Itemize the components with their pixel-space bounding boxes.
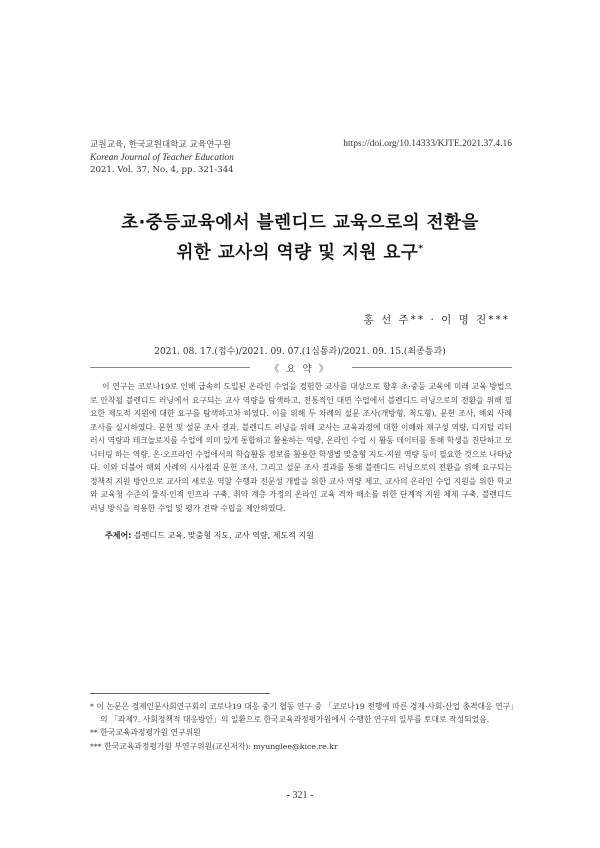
paper-title — [60, 210, 540, 266]
abstract-rule-right — [352, 367, 512, 368]
title-footnote-mark: * — [418, 244, 424, 254]
title-line-2-text: 위한 교사의 역량 및 지원 요구 — [176, 242, 419, 263]
footnote-author-1: ** 한국교육과정평가원 연구위원 — [90, 728, 201, 738]
title-line-2 — [60, 236, 540, 266]
footnote-author-2: *** 한국교육과정평가원 부연구위원(교신저자): myunglee@kice.re.kr — [90, 741, 338, 751]
authors: 홍 선 주** · 이 명 진*** — [363, 314, 510, 326]
journal-name-en: Korean Journal of Teacher Education — [90, 152, 234, 163]
page-number: - 321 - — [286, 790, 314, 801]
keywords — [105, 530, 515, 541]
doi-link[interactable]: https://doi.org/10.14333/KJTE.2021.37.4.16 — [343, 139, 512, 149]
volume-line: 2021. Vol. 37, No. 4, pp. 321-344 — [90, 165, 234, 175]
abstract-heading: 《 요 약 》 — [269, 364, 331, 375]
submission-dates: 2021. 08. 17.(접수)/2021. 09. 07.(1심통과)/2021. 09. 15.(최종통과) — [154, 347, 446, 357]
publisher-line: 교원교육, 한국교원대학교 교육연구원 — [90, 140, 232, 150]
footnote-funding: * 이 논문은 경제인문사회연구회의 코로나19 대응 중기 협동 연구 중 「코로나19 전행에 따른 경제·사회·산업 충격대응 연구」의 「과제7. 사회정책적 대응방안」의 일환으로 한국교육과정평가원에서 수행한 연구의 일부를 토대로 작성되었음. — [90, 702, 518, 725]
footnotes — [90, 700, 522, 753]
journal-header — [90, 139, 350, 177]
title-line-1: 초·중등교육에서 블렌디드 교육으로의 전환을 — [121, 213, 479, 233]
keywords-text: 블렌디드 교육, 맞춤형 지도, 교사 역량, 제도적 지원 — [133, 531, 314, 540]
keywords-label: 주제어: — [105, 531, 132, 540]
abstract-body: 이 연구는 코로나19로 인해 급속히 도입된 온라인 수업을 경험한 교사를 대상으로 향후 초·중등 교육에 미래 교육 방법으로 안착될 블렌디드 러닝에서 요구되는 교사 역량을 탐색하고, 전통적인 대면 수업에서 블렌디드 러닝으로의 전환을 위해 필요한 제도적 지원에 대한 요구를 탐색하고자 하였다. 이를 위해 두 차례의 설문 조사(개방형, 척도형), 문헌 조사, 해외 사례 조사를 실시하였다. 문헌 및 설문 조사 결과, 블렌디드 러닝을 위해 교사는 교육과정에 대한 이해와 재구성 역량, 디지털 리터러시 역량과 테크놀로지를 수업에 의미 있게 통합하고 활용하는 역량, 온라인 수업 시 활동 데이터를 통해 학생을 진단하고 모니터링 하는 역량, 온·오프라인 수업에서의 학습활동 정보를 활용한 학생별 맞춤형 지도·지원 역량 등이 필요한 것으로 나타났다. 이와 더불어 해외 사례의 시사점과 문헌 조사, 그리고 설문 조사 결과를 통해 블렌디드 러닝으로의 전환을 위해 요구되는 정책적 지원 방안으로 교사의 새로운 역할 수행과 전문성 개발을 위한 교사 역량 제고, 교사의 온라인 수업 지원을 위한 학교와 교육청 수준의 물적·인적 인프라 구축, 취약 계층 가정의 온라인 교육 격차 해소를 위한 단계적 지원 체제 구축, 블렌디드 러닝 방식을 적용한 수업 및 평가 전략 수립을 제안하였다. — [90, 382, 512, 513]
footnote-divider — [90, 693, 270, 694]
